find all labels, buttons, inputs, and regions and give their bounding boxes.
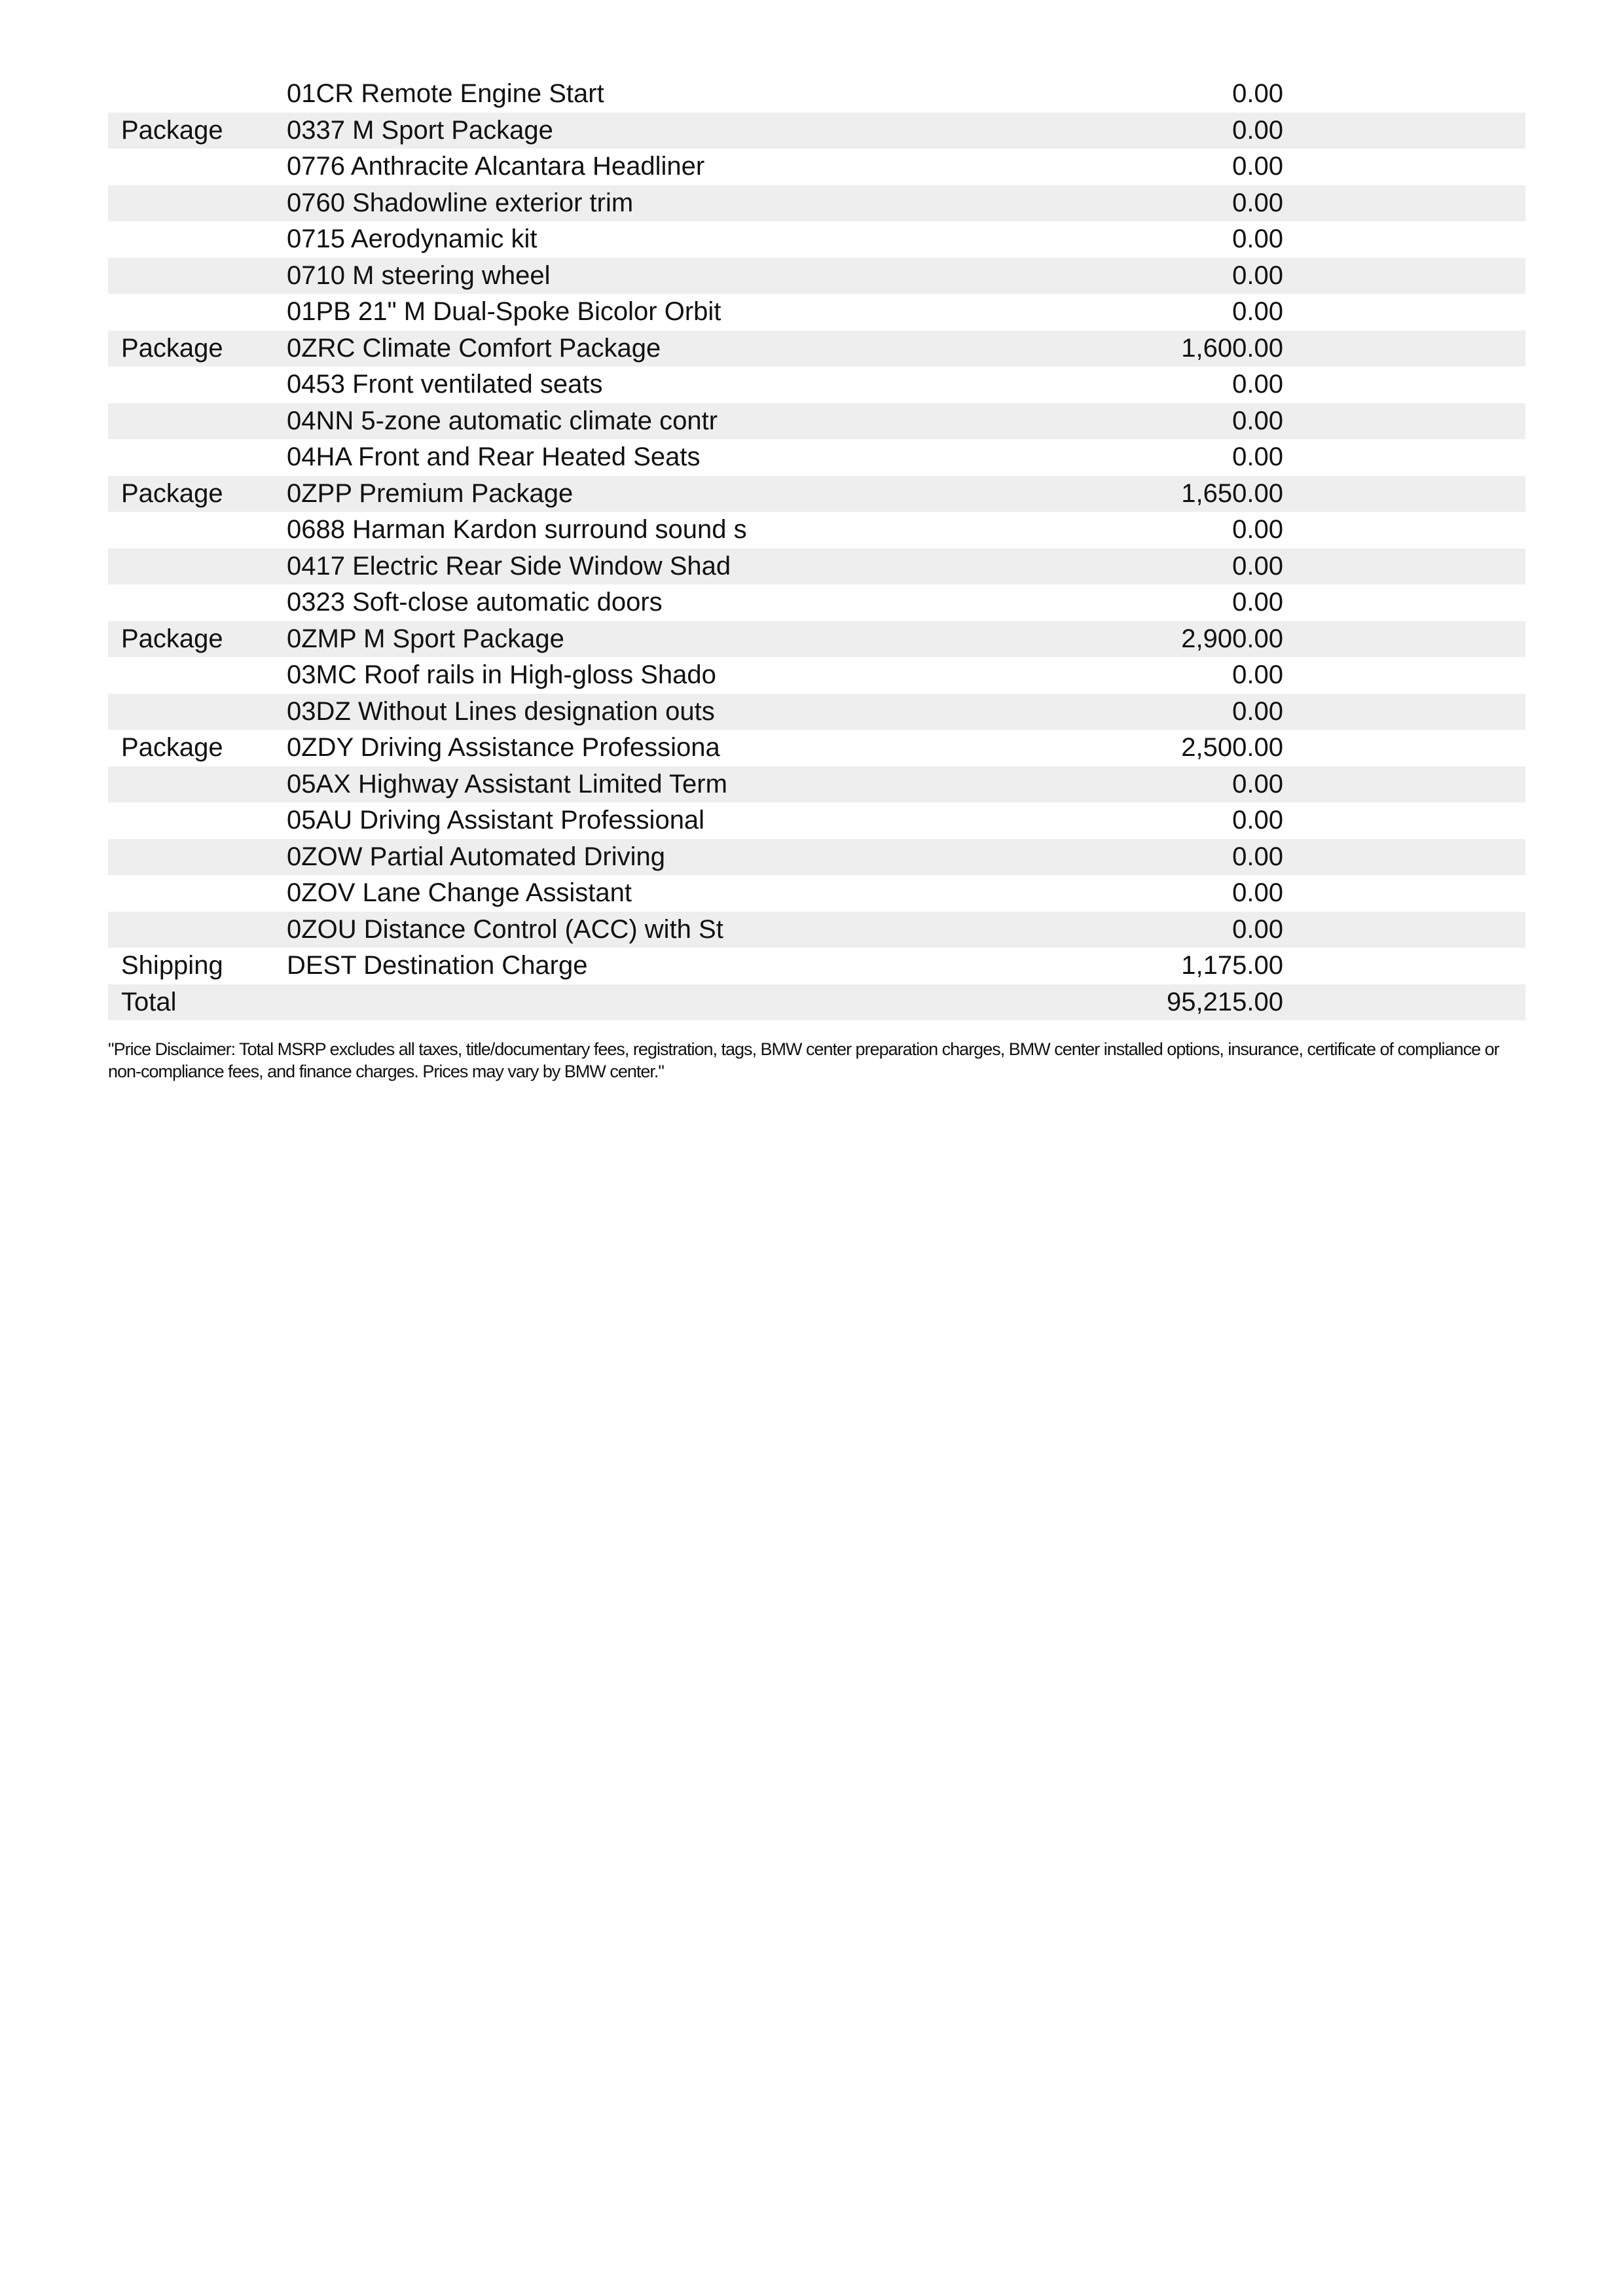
row-spacer xyxy=(1283,221,1525,258)
row-description: 0417 Electric Rear Side Window Shad xyxy=(285,548,946,585)
row-spacer xyxy=(1283,875,1525,912)
table-row xyxy=(108,948,1525,984)
row-description: 01CR Remote Engine Start xyxy=(287,79,604,108)
table-row xyxy=(108,294,1525,331)
row-spacer xyxy=(1283,331,1525,367)
row-type xyxy=(108,294,285,331)
row-description: 0337 M Sport Package xyxy=(285,113,946,149)
row-description: 05AU Driving Assistant Professional xyxy=(287,806,705,834)
row-spacer xyxy=(1283,149,1525,185)
row-spacer xyxy=(1283,548,1525,585)
row-spacer xyxy=(1283,185,1525,222)
row-description: 0710 M steering wheel xyxy=(285,258,946,295)
row-price: 0.00 xyxy=(946,694,1283,730)
row-description: 03DZ Without Lines designation outs xyxy=(285,694,946,730)
row-type xyxy=(108,185,285,222)
row-type xyxy=(108,802,285,839)
row-description: 0ZMP M Sport Package xyxy=(285,621,946,658)
table-row xyxy=(108,113,1525,149)
row-description: 0323 Soft-close automatic doors xyxy=(287,588,663,617)
table-row xyxy=(108,802,1525,839)
row-type xyxy=(108,149,285,185)
row-description: 0776 Anthracite Alcantara Headliner xyxy=(287,152,705,181)
options-price-table xyxy=(108,76,1525,1020)
row-type xyxy=(108,548,285,585)
row-price: 0.00 xyxy=(1232,588,1283,617)
row-price: 0.00 xyxy=(946,185,1283,222)
row-description: 0ZOV Lane Change Assistant xyxy=(287,878,632,907)
row-price: 0.00 xyxy=(946,912,1283,948)
row-spacer xyxy=(1283,476,1525,512)
row-price: 0.00 xyxy=(946,839,1283,876)
row-price: 0.00 xyxy=(946,258,1283,295)
row-price: 0.00 xyxy=(946,548,1283,585)
row-type xyxy=(108,839,285,876)
row-price: 0.00 xyxy=(1232,878,1283,907)
row-price: 2,900.00 xyxy=(946,621,1283,658)
table-row xyxy=(108,221,1525,258)
row-spacer xyxy=(1283,403,1525,440)
table-row xyxy=(108,367,1525,403)
row-type xyxy=(108,439,285,476)
table-row xyxy=(108,476,1525,512)
table-row xyxy=(108,331,1525,367)
row-spacer xyxy=(1283,512,1525,548)
row-spacer xyxy=(1283,839,1525,876)
row-price: 0.00 xyxy=(1232,660,1283,689)
row-price: 0.00 xyxy=(1232,370,1283,399)
table-row xyxy=(108,984,1525,1021)
row-price: 0.00 xyxy=(1232,806,1283,834)
row-type: Package xyxy=(121,733,223,762)
row-type xyxy=(108,512,285,548)
row-price: 0.00 xyxy=(1232,79,1283,108)
table-row xyxy=(108,657,1525,694)
row-price: 1,600.00 xyxy=(946,331,1283,367)
table-row xyxy=(108,694,1525,730)
row-spacer xyxy=(1283,113,1525,149)
table-row xyxy=(108,621,1525,658)
table-row xyxy=(108,149,1525,185)
row-type xyxy=(108,76,285,113)
options-table-body xyxy=(108,76,1525,1020)
row-spacer xyxy=(1283,912,1525,948)
row-spacer xyxy=(1283,439,1525,476)
row-description: 03MC Roof rails in High-gloss Shado xyxy=(287,660,716,689)
row-spacer xyxy=(1283,258,1525,295)
row-price: 0.00 xyxy=(1232,297,1283,326)
row-spacer xyxy=(1283,657,1525,694)
row-description: 04NN 5-zone automatic climate contr xyxy=(285,403,946,440)
row-price: 0.00 xyxy=(946,113,1283,149)
table-row xyxy=(108,875,1525,912)
row-description: 0715 Aerodynamic kit xyxy=(287,224,538,253)
row-spacer xyxy=(1283,766,1525,803)
row-description: 0453 Front ventilated seats xyxy=(287,370,603,399)
table-row xyxy=(108,839,1525,876)
row-type xyxy=(108,657,285,694)
row-price: 0.00 xyxy=(946,403,1283,440)
row-type: Total xyxy=(108,984,285,1021)
row-description: 0ZOU Distance Control (ACC) with St xyxy=(285,912,946,948)
row-type xyxy=(108,367,285,403)
table-row xyxy=(108,548,1525,585)
row-type: Package xyxy=(108,621,285,658)
row-spacer xyxy=(1283,367,1525,403)
row-description: 01PB 21" M Dual-Spoke Bicolor Orbit xyxy=(287,297,721,326)
table-row xyxy=(108,766,1525,803)
table-row xyxy=(108,403,1525,440)
row-spacer xyxy=(1283,76,1525,113)
row-type: Package xyxy=(108,113,285,149)
row-spacer xyxy=(1283,294,1525,331)
row-price: 0.00 xyxy=(946,766,1283,803)
table-row xyxy=(108,730,1525,766)
table-row xyxy=(108,512,1525,548)
row-type xyxy=(108,766,285,803)
row-type xyxy=(108,403,285,440)
row-description: 0ZPP Premium Package xyxy=(285,476,946,512)
row-spacer xyxy=(1283,584,1525,621)
row-spacer xyxy=(1283,730,1525,766)
row-type: Shipping xyxy=(121,951,223,980)
row-type xyxy=(108,584,285,621)
row-description: 0760 Shadowline exterior trim xyxy=(285,185,946,222)
row-description: 0688 Harman Kardon surround sound s xyxy=(287,515,747,544)
row-description xyxy=(285,984,946,1021)
row-price: 0.00 xyxy=(1232,515,1283,544)
table-row xyxy=(108,258,1525,295)
row-price: 95,215.00 xyxy=(946,984,1283,1021)
row-price: 0.00 xyxy=(1232,442,1283,471)
row-price: 1,175.00 xyxy=(1181,951,1283,980)
row-description: 0ZRC Climate Comfort Package xyxy=(285,331,946,367)
row-type: Package xyxy=(108,476,285,512)
row-type xyxy=(108,258,285,295)
row-price: 2,500.00 xyxy=(1181,733,1283,762)
row-type xyxy=(108,221,285,258)
row-description: 04HA Front and Rear Heated Seats xyxy=(287,442,701,471)
row-description: 05AX Highway Assistant Limited Term xyxy=(285,766,946,803)
table-row xyxy=(108,912,1525,948)
row-spacer xyxy=(1283,948,1525,984)
row-spacer xyxy=(1283,984,1525,1021)
row-type xyxy=(108,694,285,730)
row-description: 0ZDY Driving Assistance Professiona xyxy=(287,733,720,762)
table-row xyxy=(108,584,1525,621)
row-price: 1,650.00 xyxy=(946,476,1283,512)
row-price: 0.00 xyxy=(1232,224,1283,253)
row-type: Package xyxy=(108,331,285,367)
row-type xyxy=(108,912,285,948)
row-spacer xyxy=(1283,694,1525,730)
row-spacer xyxy=(1283,621,1525,658)
table-row xyxy=(108,76,1525,113)
row-price: 0.00 xyxy=(1232,152,1283,181)
row-spacer xyxy=(1283,802,1525,839)
table-row xyxy=(108,185,1525,222)
row-description: 0ZOW Partial Automated Driving xyxy=(285,839,946,876)
row-description: DEST Destination Charge xyxy=(287,951,588,980)
row-type xyxy=(108,875,285,912)
price-disclaimer: "Price Disclaimer: Total MSRP excludes all taxes, title/documentary fees, registration, tags, BMW center preparation charges, BMW center installed options, insurance, certificate of compliance or non-compliance fees, and finance charges. Prices may vary by BMW center." xyxy=(108,1039,1499,1081)
table-row xyxy=(108,439,1525,476)
